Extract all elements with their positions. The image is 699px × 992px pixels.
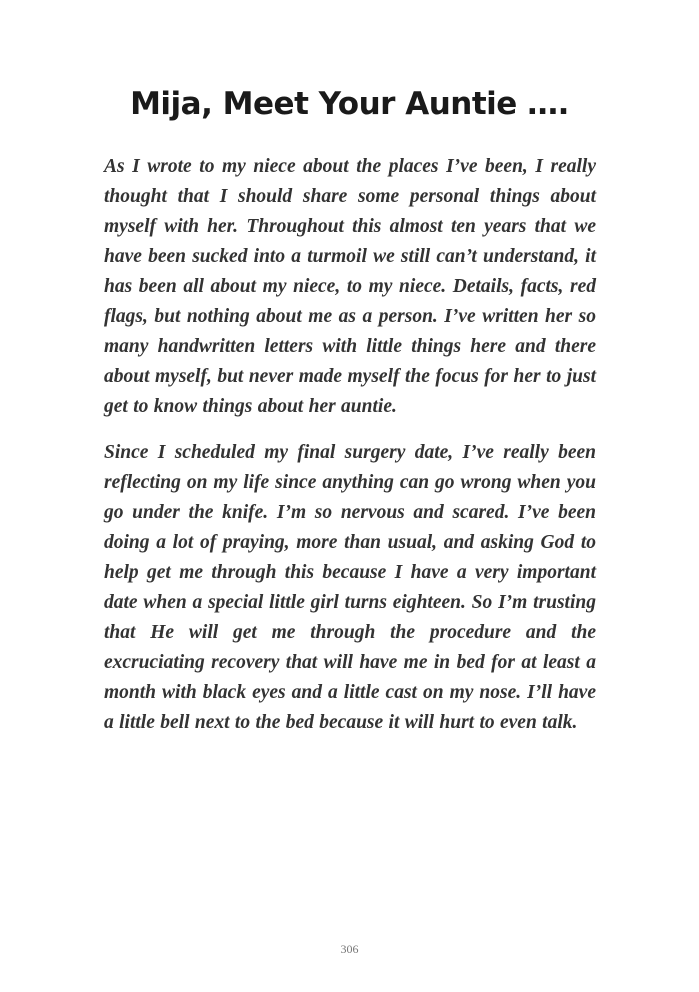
page-number: 306 xyxy=(340,942,359,956)
paragraph-1: As I wrote to my niece about the places I’ve been, I really thought that I should share some personal things about myself with her. Throughout this almost ten years that we have been sucked into a turmoil we still can’t understand, it has been all about my niece, to my niece. Details, facts, red flags, but nothing about me as a person. I’ve written her so many handwritten letters with little things here and there about myself, but never made myself the focus for her to just get to know things about her auntie. xyxy=(104,156,596,417)
page-title: Mija, Meet Your Auntie …. xyxy=(130,86,569,122)
body-text xyxy=(104,152,596,754)
paragraph-2: Since I scheduled my final surgery date, I’ve really been reflecting on my life since anything can go wrong when you go under the knife. I’m so nervous and scared. I’ve been doing a lot of praying, more than usual, and asking God to help get me through this because I have a very important date when a special little girl turns eighteen. So I’m trusting that He will get me through the procedure and the excruciating recovery that will have me in bed for at least a month with black eyes and a little cast on my nose. I’ll have a little bell next to the bed because it will hurt to even talk. xyxy=(104,442,596,733)
